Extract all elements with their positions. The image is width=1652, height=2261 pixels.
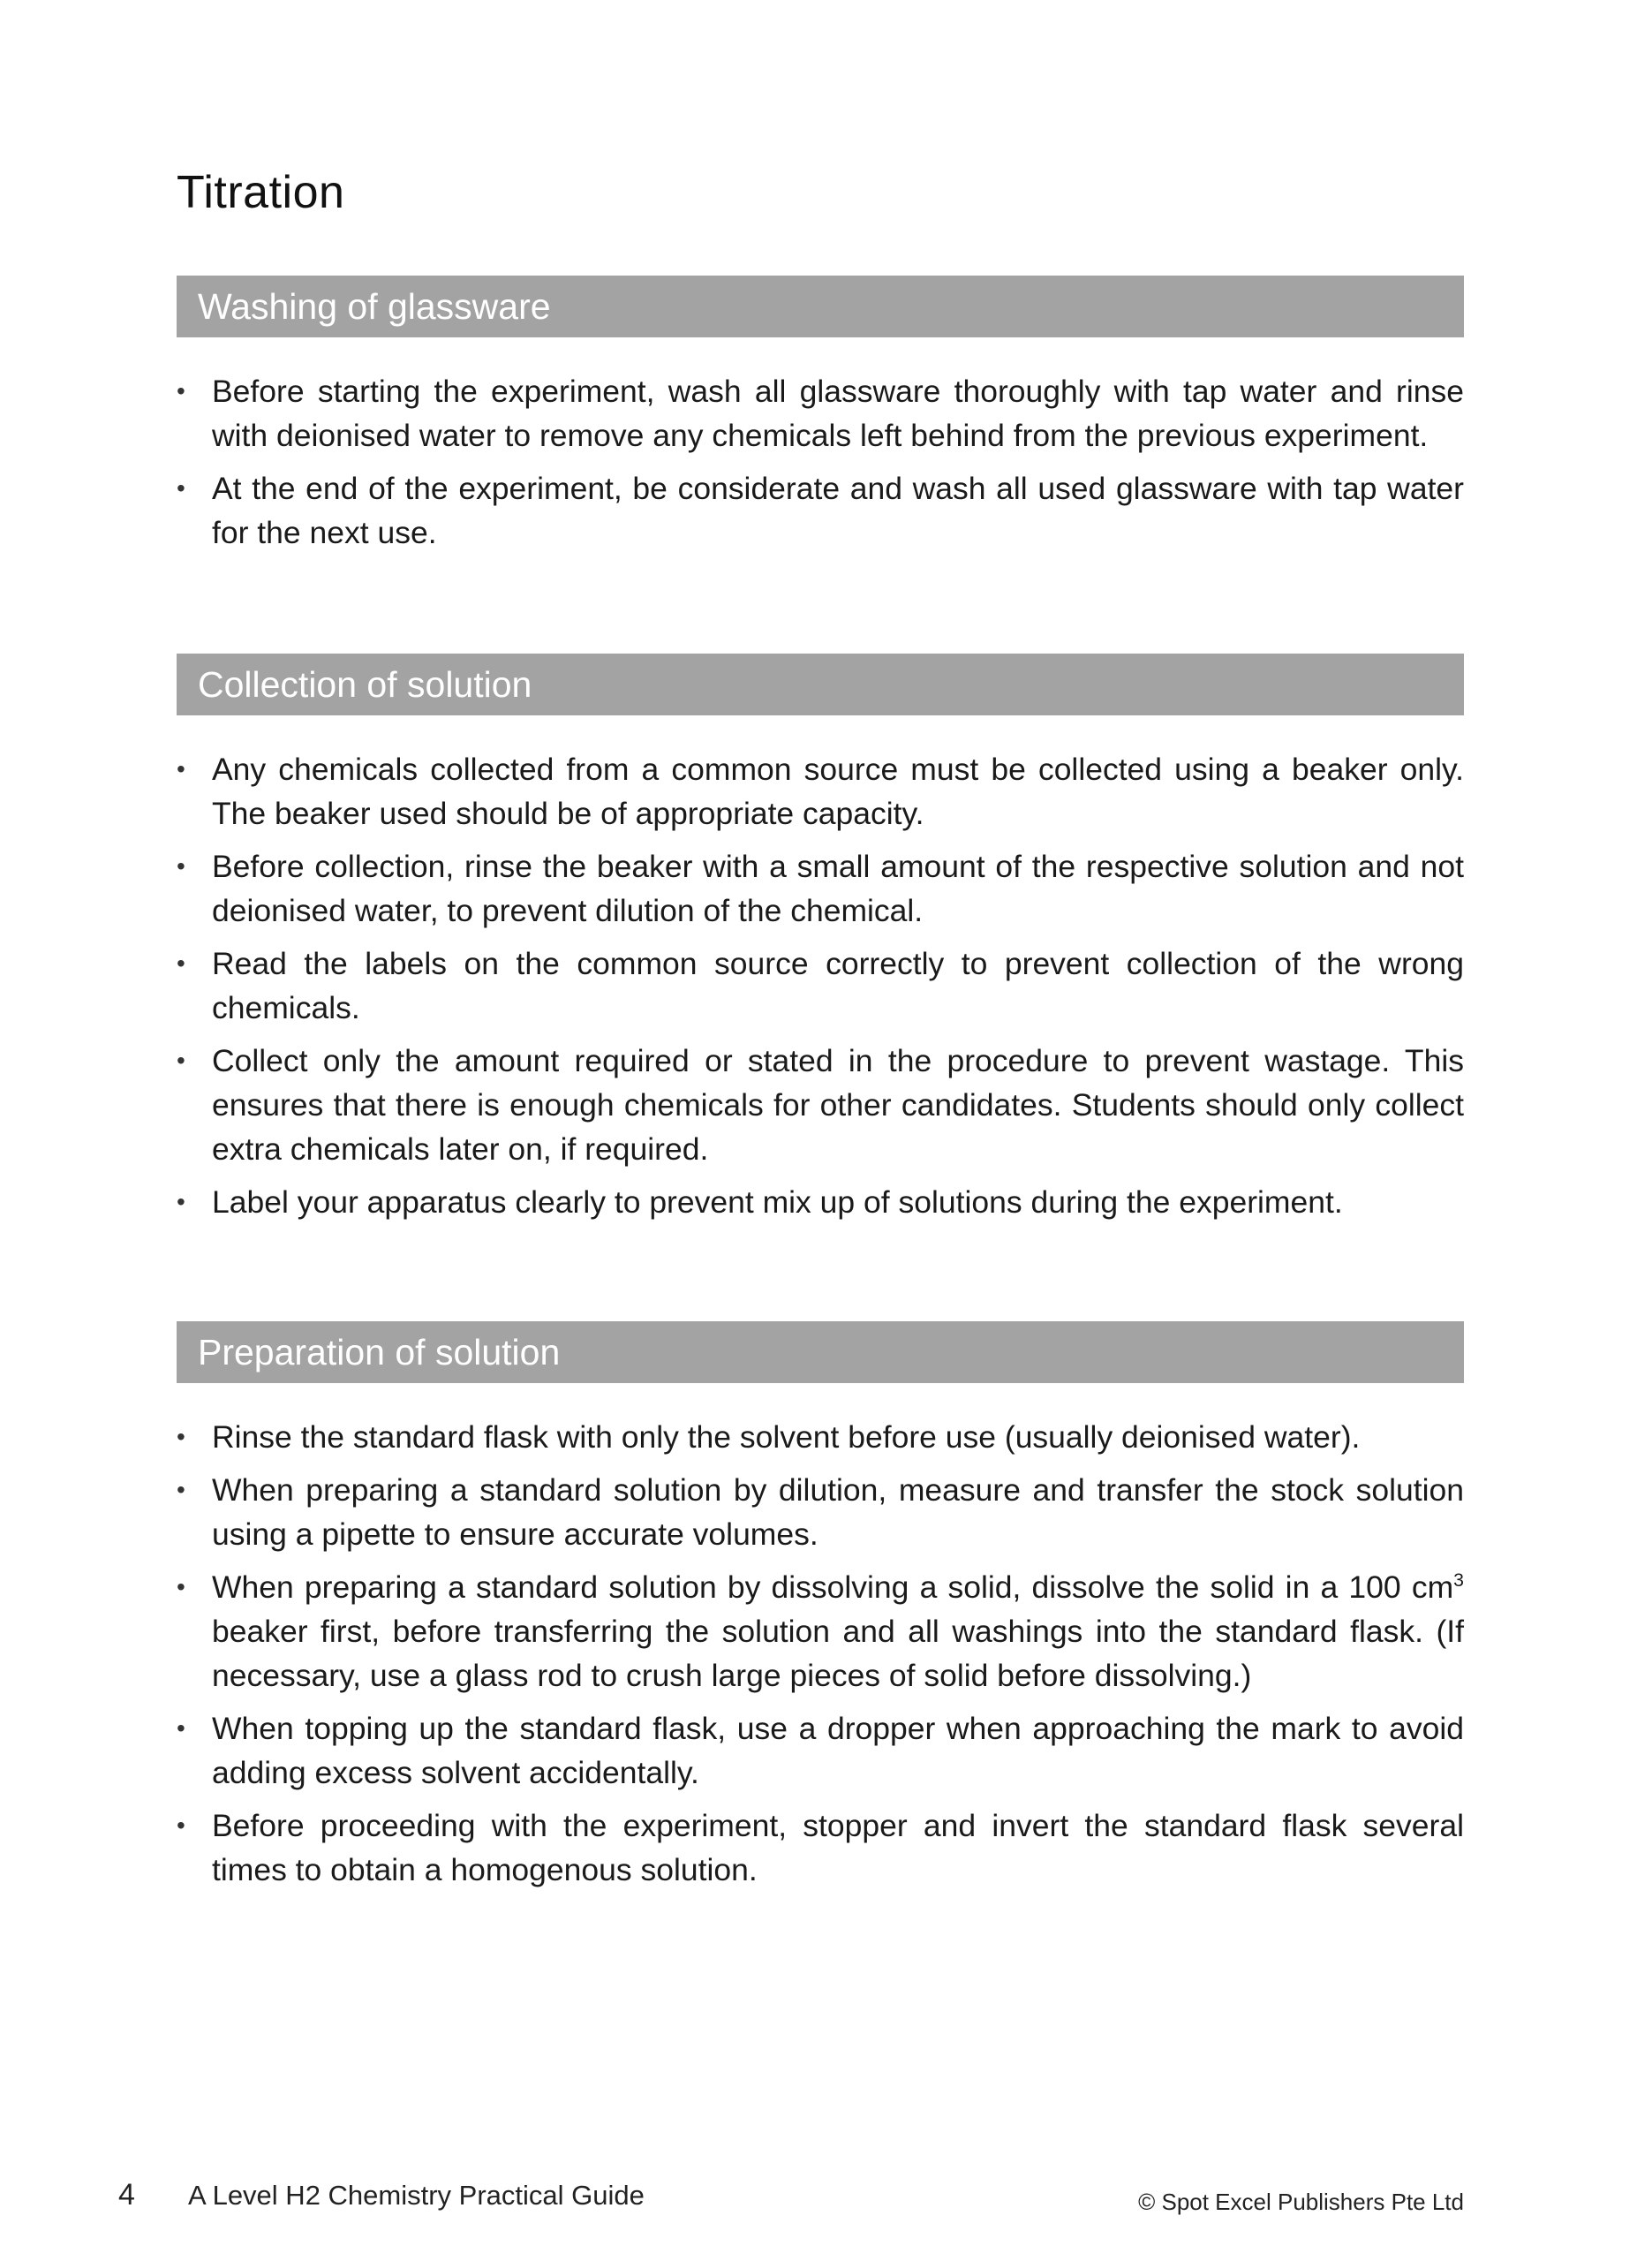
bullet-list: [177, 369, 1464, 555]
list-item: • Rinse the standard flask with only the solvent before use (usually deionised water).: [177, 1415, 1464, 1459]
list-item: • Any chemicals collected from a common source must be collected using a beaker only. The beaker used should be of appropriate capacity.: [177, 747, 1464, 836]
section-preparation-of-solution: [177, 1321, 1464, 1901]
list-item: • Before collection, rinse the beaker with a small amount of the respective solution and not deionised water, to prevent dilution of the chemical.: [177, 844, 1464, 933]
page-number: 4: [118, 2178, 135, 2212]
copyright-notice: © Spot Excel Publishers Pte Ltd: [1138, 2189, 1464, 2215]
list-item: • When topping up the standard flask, use a dropper when approaching the mark to avoid adding excess solvent accidentally.: [177, 1706, 1464, 1795]
section-heading: Washing of glassware: [177, 276, 1464, 337]
list-item: [177, 1565, 1464, 1698]
section-heading: Preparation of solution: [177, 1321, 1464, 1383]
page-title: Titration: [177, 167, 345, 218]
bullet-list: [177, 1415, 1464, 1892]
list-item: • Collect only the amount required or stated in the procedure to prevent wastage. This ensures that there is enough chemicals for other candidates. Students should only collect extra chemicals later on, if required.: [177, 1039, 1464, 1171]
section-washing-of-glassware: [177, 276, 1464, 563]
section-collection-of-solution: [177, 654, 1464, 1233]
bullet-list: [177, 747, 1464, 1224]
list-item: • Label your apparatus clearly to prevent mix up of solutions during the experiment.: [177, 1180, 1464, 1224]
list-item: • Before proceeding with the experiment, stopper and invert the standard flask several times to obtain a homogenous solution.: [177, 1804, 1464, 1892]
list-item-text: When preparing a standard solution by dissolving a solid, dissolve the solid in a 100 cm: [212, 1569, 1454, 1605]
list-item: • Before starting the experiment, wash all glassware thoroughly with tap water and rinse with deionised water to remove any chemicals left behind from the previous experiment.: [177, 369, 1464, 457]
list-item: • At the end of the experiment, be considerate and wash all used glassware with tap water for the next use.: [177, 466, 1464, 555]
superscript: 3: [1453, 1569, 1464, 1592]
list-item: • Read the labels on the common source correctly to prevent collection of the wrong chemicals.: [177, 941, 1464, 1030]
list-item-text: beaker first, before transferring the solution and all washings into the standard flask. (If necessary, use a glass rod to crush large pieces of solid before dissolving.): [212, 1614, 1464, 1693]
section-heading: Collection of solution: [177, 654, 1464, 715]
list-item: • When preparing a standard solution by dilution, measure and transfer the stock solution using a pipette to ensure accurate volumes.: [177, 1468, 1464, 1556]
book-title: A Level H2 Chemistry Practical Guide: [188, 2180, 645, 2211]
